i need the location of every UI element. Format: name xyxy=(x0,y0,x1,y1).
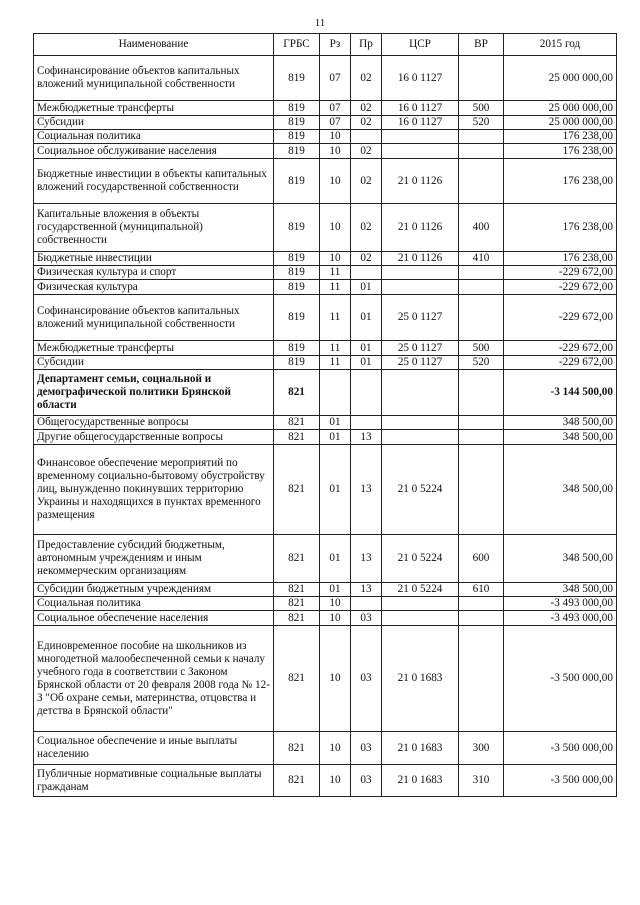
cell-amount: -3 500 000,00 xyxy=(504,626,617,732)
cell-grbs: 821 xyxy=(274,597,320,611)
cell-rz: 11 xyxy=(320,280,351,295)
cell-grbs: 819 xyxy=(274,252,320,266)
table-row xyxy=(34,144,617,159)
cell-pr: 03 xyxy=(351,765,382,797)
cell-vr xyxy=(459,266,504,280)
cell-amount: -229 672,00 xyxy=(504,266,617,280)
table-body xyxy=(34,56,617,797)
cell-csr: 21 0 5224 xyxy=(382,535,459,583)
cell-vr: 520 xyxy=(459,356,504,370)
cell-rz: 01 xyxy=(320,535,351,583)
cell-amount: 25 000 000,00 xyxy=(504,56,617,101)
header-grbs: ГРБС xyxy=(274,34,320,56)
cell-amount: 176 238,00 xyxy=(504,130,617,144)
cell-vr: 500 xyxy=(459,341,504,356)
cell-vr: 600 xyxy=(459,535,504,583)
cell-grbs: 819 xyxy=(274,266,320,280)
cell-pr: 02 xyxy=(351,144,382,159)
cell-vr xyxy=(459,430,504,445)
cell-name: Физическая культура и спорт xyxy=(34,266,274,280)
cell-vr xyxy=(459,626,504,732)
cell-csr xyxy=(382,597,459,611)
cell-name: Публичные нормативные социальные выплаты гражданам xyxy=(34,765,274,797)
cell-csr xyxy=(382,416,459,430)
table-row xyxy=(34,535,617,583)
cell-grbs: 819 xyxy=(274,204,320,252)
cell-grbs: 819 xyxy=(274,101,320,116)
cell-amount: 348 500,00 xyxy=(504,535,617,583)
cell-csr: 21 0 1683 xyxy=(382,765,459,797)
cell-pr: 02 xyxy=(351,252,382,266)
cell-name: Предоставление субсидий бюджетным, автономным учреждениям и иным некоммерческим организациям xyxy=(34,535,274,583)
cell-pr: 13 xyxy=(351,445,382,535)
table-row xyxy=(34,611,617,626)
cell-amount: 25 000 000,00 xyxy=(504,116,617,130)
cell-rz: 01 xyxy=(320,430,351,445)
cell-rz: 10 xyxy=(320,130,351,144)
cell-vr: 400 xyxy=(459,204,504,252)
cell-name: Социальная политика xyxy=(34,130,274,144)
cell-name: Социальное обеспечение и иные выплаты населению xyxy=(34,732,274,765)
cell-name: Субсидии xyxy=(34,116,274,130)
cell-amount: -3 144 500,00 xyxy=(504,370,617,416)
cell-name: Капитальные вложения в объекты государственной (муниципальной) собственности xyxy=(34,204,274,252)
table-row xyxy=(34,356,617,370)
cell-rz: 10 xyxy=(320,252,351,266)
cell-csr: 21 0 1126 xyxy=(382,204,459,252)
cell-csr: 21 0 1683 xyxy=(382,626,459,732)
table-row xyxy=(34,583,617,597)
cell-amount: 176 238,00 xyxy=(504,144,617,159)
cell-grbs: 821 xyxy=(274,626,320,732)
cell-name: Социальное обеспечение населения xyxy=(34,611,274,626)
cell-name: Единовременное пособие на школьников из многодетной малообеспеченной семьи к началу учебного года в соответствии с Законом Брянской области от 20 февраля 2008 года № 12-З "Об охране семьи, материнства, отцовства и детства в Брянской области" xyxy=(34,626,274,732)
cell-amount: -3 493 000,00 xyxy=(504,611,617,626)
cell-amount: -3 493 000,00 xyxy=(504,597,617,611)
table-row xyxy=(34,56,617,101)
cell-vr: 500 xyxy=(459,101,504,116)
cell-vr: 310 xyxy=(459,765,504,797)
table-row xyxy=(34,626,617,732)
table-row xyxy=(34,732,617,765)
cell-pr: 02 xyxy=(351,56,382,101)
cell-vr xyxy=(459,370,504,416)
cell-rz xyxy=(320,370,351,416)
cell-csr: 21 0 5224 xyxy=(382,445,459,535)
cell-grbs: 819 xyxy=(274,144,320,159)
cell-rz: 11 xyxy=(320,266,351,280)
cell-pr: 03 xyxy=(351,611,382,626)
cell-pr xyxy=(351,266,382,280)
cell-csr: 16 0 1127 xyxy=(382,116,459,130)
cell-name: Софинансирование объектов капитальных вложений муниципальной собственности xyxy=(34,295,274,341)
cell-vr: 410 xyxy=(459,252,504,266)
header-name: Наименование xyxy=(34,34,274,56)
cell-pr: 13 xyxy=(351,430,382,445)
cell-name: Бюджетные инвестиции в объекты капитальных вложений государственной собственности xyxy=(34,159,274,204)
cell-name: Социальное обслуживание населения xyxy=(34,144,274,159)
cell-name: Социальная политика xyxy=(34,597,274,611)
cell-pr: 13 xyxy=(351,535,382,583)
cell-pr: 02 xyxy=(351,204,382,252)
cell-pr: 03 xyxy=(351,626,382,732)
table-row xyxy=(34,430,617,445)
cell-grbs: 821 xyxy=(274,416,320,430)
cell-name: Департамент семьи, социальной и демографической политики Брянской области xyxy=(34,370,274,416)
table-row xyxy=(34,341,617,356)
cell-amount: 348 500,00 xyxy=(504,445,617,535)
cell-rz: 10 xyxy=(320,611,351,626)
cell-grbs: 821 xyxy=(274,430,320,445)
cell-csr: 21 0 5224 xyxy=(382,583,459,597)
cell-amount: -229 672,00 xyxy=(504,295,617,341)
cell-grbs: 819 xyxy=(274,280,320,295)
header-csr: ЦСР xyxy=(382,34,459,56)
table-row xyxy=(34,266,617,280)
cell-grbs: 819 xyxy=(274,116,320,130)
cell-name: Другие общегосударственные вопросы xyxy=(34,430,274,445)
table-row xyxy=(34,445,617,535)
cell-grbs: 819 xyxy=(274,130,320,144)
cell-amount: -229 672,00 xyxy=(504,280,617,295)
cell-vr xyxy=(459,445,504,535)
table-row xyxy=(34,159,617,204)
cell-name: Софинансирование объектов капитальных вложений муниципальной собственности xyxy=(34,56,274,101)
cell-vr xyxy=(459,611,504,626)
cell-rz: 01 xyxy=(320,445,351,535)
cell-rz: 11 xyxy=(320,295,351,341)
cell-grbs: 819 xyxy=(274,295,320,341)
cell-pr: 02 xyxy=(351,116,382,130)
cell-amount: -229 672,00 xyxy=(504,341,617,356)
cell-grbs: 821 xyxy=(274,732,320,765)
cell-vr xyxy=(459,295,504,341)
cell-rz: 07 xyxy=(320,101,351,116)
cell-name: Общегосударственные вопросы xyxy=(34,416,274,430)
cell-rz: 01 xyxy=(320,416,351,430)
cell-csr: 25 0 1127 xyxy=(382,356,459,370)
header-year: 2015 год xyxy=(504,34,617,56)
cell-name: Субсидии xyxy=(34,356,274,370)
cell-pr xyxy=(351,597,382,611)
cell-csr xyxy=(382,611,459,626)
table-row xyxy=(34,765,617,797)
cell-pr: 01 xyxy=(351,356,382,370)
cell-csr xyxy=(382,144,459,159)
cell-grbs: 821 xyxy=(274,583,320,597)
cell-rz: 10 xyxy=(320,597,351,611)
cell-csr: 21 0 1126 xyxy=(382,252,459,266)
cell-vr xyxy=(459,56,504,101)
cell-amount: -229 672,00 xyxy=(504,356,617,370)
cell-pr: 03 xyxy=(351,732,382,765)
cell-pr: 01 xyxy=(351,295,382,341)
table-row xyxy=(34,204,617,252)
cell-rz: 10 xyxy=(320,626,351,732)
cell-vr xyxy=(459,597,504,611)
table-row xyxy=(34,252,617,266)
header-vr: ВР xyxy=(459,34,504,56)
cell-vr xyxy=(459,416,504,430)
cell-grbs: 819 xyxy=(274,159,320,204)
cell-name: Финансовое обеспечение мероприятий по временному социально-бытовому обустройству лиц, вынужденно покинувших территорию Украины и находящихся в пунктах временного размещения xyxy=(34,445,274,535)
cell-grbs: 819 xyxy=(274,356,320,370)
cell-rz: 10 xyxy=(320,732,351,765)
cell-rz: 11 xyxy=(320,341,351,356)
cell-rz: 01 xyxy=(320,583,351,597)
cell-rz: 10 xyxy=(320,765,351,797)
header-rz: Рз xyxy=(320,34,351,56)
cell-csr: 25 0 1127 xyxy=(382,341,459,356)
cell-rz: 11 xyxy=(320,356,351,370)
cell-amount: 176 238,00 xyxy=(504,252,617,266)
cell-vr: 520 xyxy=(459,116,504,130)
cell-rz: 07 xyxy=(320,116,351,130)
cell-csr: 25 0 1127 xyxy=(382,295,459,341)
cell-pr: 02 xyxy=(351,159,382,204)
cell-vr xyxy=(459,144,504,159)
cell-amount: 348 500,00 xyxy=(504,416,617,430)
cell-pr: 01 xyxy=(351,341,382,356)
cell-rz: 10 xyxy=(320,159,351,204)
cell-vr: 300 xyxy=(459,732,504,765)
table-header-row xyxy=(34,34,617,56)
page-number: 11 xyxy=(314,17,326,29)
cell-name: Межбюджетные трансферты xyxy=(34,341,274,356)
cell-csr: 16 0 1127 xyxy=(382,56,459,101)
cell-csr xyxy=(382,430,459,445)
cell-csr xyxy=(382,266,459,280)
cell-grbs: 819 xyxy=(274,341,320,356)
cell-name: Бюджетные инвестиции xyxy=(34,252,274,266)
table-row xyxy=(34,130,617,144)
cell-csr xyxy=(382,130,459,144)
cell-vr xyxy=(459,159,504,204)
header-pr: Пр xyxy=(351,34,382,56)
cell-rz: 07 xyxy=(320,56,351,101)
table-row xyxy=(34,280,617,295)
table-row xyxy=(34,116,617,130)
cell-grbs: 821 xyxy=(274,370,320,416)
cell-grbs: 821 xyxy=(274,611,320,626)
cell-name: Субсидии бюджетным учреждениям xyxy=(34,583,274,597)
cell-amount: 176 238,00 xyxy=(504,159,617,204)
cell-vr: 610 xyxy=(459,583,504,597)
cell-amount: 348 500,00 xyxy=(504,430,617,445)
cell-vr xyxy=(459,280,504,295)
cell-grbs: 821 xyxy=(274,535,320,583)
cell-grbs: 821 xyxy=(274,765,320,797)
cell-csr xyxy=(382,280,459,295)
table-row xyxy=(34,101,617,116)
table-row xyxy=(34,370,617,416)
cell-pr xyxy=(351,416,382,430)
cell-amount: 348 500,00 xyxy=(504,583,617,597)
cell-name: Межбюджетные трансферты xyxy=(34,101,274,116)
cell-csr: 21 0 1683 xyxy=(382,732,459,765)
budget-table xyxy=(33,33,617,797)
cell-csr xyxy=(382,370,459,416)
cell-grbs: 819 xyxy=(274,56,320,101)
cell-pr: 02 xyxy=(351,101,382,116)
cell-pr xyxy=(351,130,382,144)
cell-amount: -3 500 000,00 xyxy=(504,732,617,765)
cell-csr: 16 0 1127 xyxy=(382,101,459,116)
cell-amount: 176 238,00 xyxy=(504,204,617,252)
cell-amount: 25 000 000,00 xyxy=(504,101,617,116)
table-row xyxy=(34,597,617,611)
table-row xyxy=(34,295,617,341)
table-row xyxy=(34,416,617,430)
cell-vr xyxy=(459,130,504,144)
cell-amount: -3 500 000,00 xyxy=(504,765,617,797)
cell-grbs: 821 xyxy=(274,445,320,535)
cell-rz: 10 xyxy=(320,144,351,159)
cell-rz: 10 xyxy=(320,204,351,252)
cell-csr: 21 0 1126 xyxy=(382,159,459,204)
cell-pr xyxy=(351,370,382,416)
cell-pr: 01 xyxy=(351,280,382,295)
cell-name: Физическая культура xyxy=(34,280,274,295)
cell-pr: 13 xyxy=(351,583,382,597)
